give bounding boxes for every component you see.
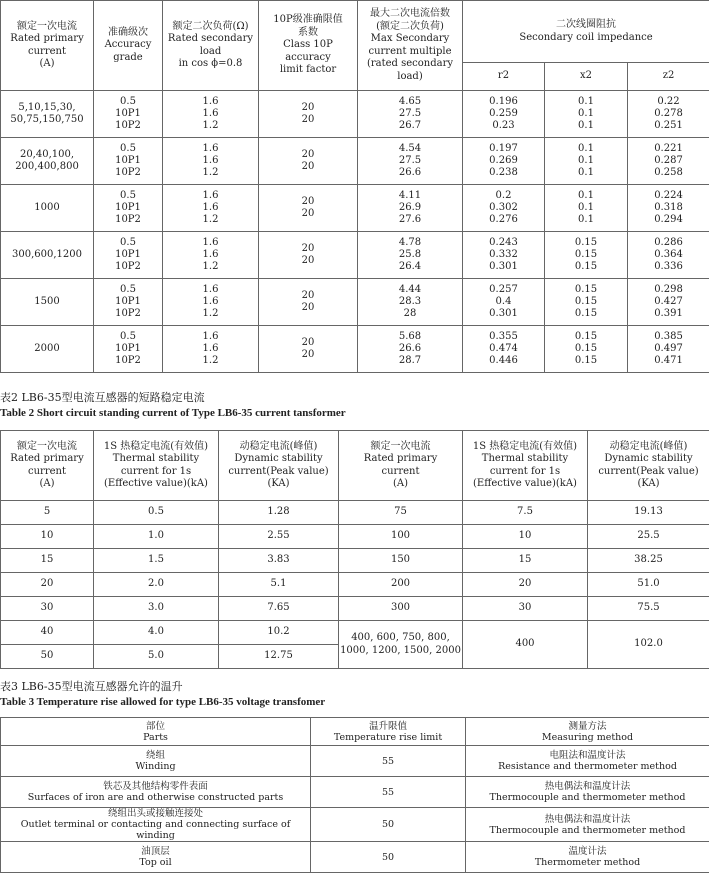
- cell-load: 1.6 1.6 1.2: [163, 326, 259, 373]
- cell-c: 3.83: [219, 549, 339, 573]
- cell-load: 1.6 1.6 1.2: [163, 232, 259, 279]
- cell-multiple: 4.54 27.5 26.6: [358, 138, 463, 185]
- cell-part: 绕组 Winding: [1, 746, 311, 777]
- table-row: [1, 326, 709, 373]
- cell-limit: 50: [311, 842, 466, 873]
- header-thermal-2: 1S 热稳定电流(有效值) Thermal stability current for 1s (Effective value)(kA): [463, 431, 588, 501]
- table-row: [1, 746, 709, 777]
- cell-z2: 0.224 0.318 0.294: [628, 185, 709, 232]
- cell-c: 1.28: [219, 501, 339, 525]
- cell-factor: 20 20: [259, 138, 358, 185]
- cell-r2: 0.257 0.4 0.301: [463, 279, 545, 326]
- cell-b: 1.0: [94, 525, 219, 549]
- cell-multiple: 4.78 25.8 26.4: [358, 232, 463, 279]
- cell-current: 2000: [1, 326, 94, 373]
- cell-d: 200: [339, 573, 463, 597]
- cell-limit: 55: [311, 746, 466, 777]
- cell-a: 20: [1, 573, 94, 597]
- cell-multiple: 4.44 28.3 28: [358, 279, 463, 326]
- table-row: [1, 621, 709, 645]
- cell-x2: 0.15 0.15 0.15: [545, 232, 628, 279]
- cell-r2: 0.243 0.332 0.301: [463, 232, 545, 279]
- header-measuring-method: 测量方法 Measuring method: [466, 718, 709, 746]
- cell-b: 5.0: [94, 645, 219, 669]
- header-accuracy-grade: 准确级次 Accuracy grade: [94, 1, 163, 91]
- table3-caption-en: Table 3 Temperature rise allowed for type LB6-35 voltage transfomer: [0, 695, 325, 709]
- cell-multiple: 4.65 27.5 26.7: [358, 91, 463, 138]
- cell-c: 12.75: [219, 645, 339, 669]
- cell-e: 15: [463, 549, 588, 573]
- cell-b: 1.5: [94, 549, 219, 573]
- cell-current: 5,10,15,30, 50,75,150,750: [1, 91, 94, 138]
- cell-a: 50: [1, 645, 94, 669]
- cell-f: 25.5: [588, 525, 709, 549]
- table-row: [1, 573, 709, 597]
- cell-current: 300,600,1200: [1, 232, 94, 279]
- header-rated-primary-1: 额定一次电流 Rated primary current (A): [1, 431, 94, 501]
- header-dynamic-2: 动稳定电流(峰值) Dynamic stability current(Peak value) (KA): [588, 431, 709, 501]
- cell-r2: 0.196 0.259 0.23: [463, 91, 545, 138]
- cell-z2: 0.22 0.278 0.251: [628, 91, 709, 138]
- cell-current: 1000: [1, 185, 94, 232]
- cell-merged-e: 400: [463, 621, 588, 669]
- cell-part: 铁芯及其他结构零件表面 Surfaces of iron are and otherwise constructed parts: [1, 777, 311, 808]
- cell-x2: 0.1 0.1 0.1: [545, 138, 628, 185]
- table-row: [1, 185, 709, 232]
- table-row: [1, 597, 709, 621]
- cell-current: 20,40,100, 200,400,800: [1, 138, 94, 185]
- cell-limit: 55: [311, 777, 466, 808]
- cell-e: 7.5: [463, 501, 588, 525]
- cell-a: 5: [1, 501, 94, 525]
- header-limit-factor: 10P级准确限值 系数 Class 10P accuracy limit factor: [259, 1, 358, 91]
- cell-factor: 20 20: [259, 185, 358, 232]
- cell-part: 油顶层 Top oil: [1, 842, 311, 873]
- table-row: [1, 279, 709, 326]
- cell-c: 7.65: [219, 597, 339, 621]
- header-rated-primary: 额定一次电流 Rated primary current (A): [1, 1, 94, 91]
- table3-caption-cn: 表3 LB6-35型电流互感器允许的温升: [0, 680, 183, 694]
- cell-method: 热电偶法和温度计法 Thermocouple and thermometer method: [466, 808, 709, 842]
- cell-x2: 0.15 0.15 0.15: [545, 279, 628, 326]
- cell-f: 19.13: [588, 501, 709, 525]
- cell-limit: 50: [311, 808, 466, 842]
- header-thermal-1: 1S 热稳定电流(有效值) Thermal stability current for 1s (Effective value)(kA): [94, 431, 219, 501]
- table-row: [1, 549, 709, 573]
- cell-part: 绕组出头或接触连接处 Outlet terminal or contacting and connecting surface of winding: [1, 808, 311, 842]
- cell-factor: 20 20: [259, 232, 358, 279]
- header-coil-impedance: 二次线圈阻抗 Secondary coil impedance: [463, 1, 709, 63]
- table-row: [1, 842, 709, 873]
- table-row: [1, 501, 709, 525]
- cell-method: 电阻法和温度计法 Resistance and thermometer method: [466, 746, 709, 777]
- header-dynamic-1: 动稳定电流(峰值) Dynamic stability current(Peak value) (KA): [219, 431, 339, 501]
- cell-method: 热电偶法和温度计法 Thermocouple and thermometer method: [466, 777, 709, 808]
- cell-multiple: 4.11 26.9 27.6: [358, 185, 463, 232]
- cell-merged-d: 400, 600, 750, 800, 1000, 1200, 1500, 2000: [339, 621, 463, 669]
- cell-z2: 0.298 0.427 0.391: [628, 279, 709, 326]
- cell-z2: 0.221 0.287 0.258: [628, 138, 709, 185]
- temperature-rise-table: [0, 717, 709, 873]
- cell-load: 1.6 1.6 1.2: [163, 279, 259, 326]
- cell-c: 10.2: [219, 621, 339, 645]
- cell-e: 10: [463, 525, 588, 549]
- table2-caption-en: Table 2 Short circuit standing current of Type LB6-35 current tansformer: [0, 406, 346, 420]
- header-parts: 部位 Parts: [1, 718, 311, 746]
- cell-x2: 0.1 0.1 0.1: [545, 91, 628, 138]
- short-circuit-current-table: [0, 430, 709, 669]
- cell-z2: 0.385 0.497 0.471: [628, 326, 709, 373]
- cell-factor: 20 20: [259, 279, 358, 326]
- cell-factor: 20 20: [259, 91, 358, 138]
- cell-grade: 0.5 10P1 10P2: [94, 279, 163, 326]
- header-x2: x2: [545, 63, 628, 91]
- header-rated-load: 额定二次负荷(Ω) Rated secondary load in cos ϕ=0.8: [163, 1, 259, 91]
- table-row: [1, 777, 709, 808]
- cell-b: 4.0: [94, 621, 219, 645]
- cell-d: 75: [339, 501, 463, 525]
- cell-grade: 0.5 10P1 10P2: [94, 91, 163, 138]
- header-z2: z2: [628, 63, 709, 91]
- cell-load: 1.6 1.6 1.2: [163, 138, 259, 185]
- secondary-impedance-table: [0, 0, 709, 373]
- table2-caption-cn: 表2 LB6-35型电流互感器的短路稳定电流: [0, 391, 205, 405]
- cell-r2: 0.355 0.474 0.446: [463, 326, 545, 373]
- cell-e: 30: [463, 597, 588, 621]
- cell-r2: 0.197 0.269 0.238: [463, 138, 545, 185]
- cell-a: 10: [1, 525, 94, 549]
- cell-factor: 20 20: [259, 326, 358, 373]
- cell-method: 温度计法 Thermometer method: [466, 842, 709, 873]
- table-row: [1, 525, 709, 549]
- cell-r2: 0.2 0.302 0.276: [463, 185, 545, 232]
- cell-d: 150: [339, 549, 463, 573]
- cell-z2: 0.286 0.364 0.336: [628, 232, 709, 279]
- cell-a: 15: [1, 549, 94, 573]
- cell-load: 1.6 1.6 1.2: [163, 185, 259, 232]
- header-rated-primary-2: 额定一次电流 Rated primary current (A): [339, 431, 463, 501]
- header-r2: r2: [463, 63, 545, 91]
- cell-b: 0.5: [94, 501, 219, 525]
- cell-a: 40: [1, 621, 94, 645]
- table-row: [1, 138, 709, 185]
- cell-grade: 0.5 10P1 10P2: [94, 232, 163, 279]
- cell-multiple: 5.68 26.6 28.7: [358, 326, 463, 373]
- cell-merged-f: 102.0: [588, 621, 709, 669]
- cell-d: 300: [339, 597, 463, 621]
- table-row: [1, 808, 709, 842]
- cell-a: 30: [1, 597, 94, 621]
- header-temp-limit: 温升限值 Temperature rise limit: [311, 718, 466, 746]
- cell-f: 75.5: [588, 597, 709, 621]
- header-max-multiple: 最大二次电流倍数 (额定二次负荷) Max Secondary current multiple (rated secondary load): [358, 1, 463, 91]
- cell-x2: 0.1 0.1 0.1: [545, 185, 628, 232]
- table-row: [1, 91, 709, 138]
- table-row: [1, 232, 709, 279]
- cell-d: 100: [339, 525, 463, 549]
- cell-load: 1.6 1.6 1.2: [163, 91, 259, 138]
- cell-grade: 0.5 10P1 10P2: [94, 185, 163, 232]
- cell-f: 51.0: [588, 573, 709, 597]
- cell-b: 3.0: [94, 597, 219, 621]
- cell-grade: 0.5 10P1 10P2: [94, 138, 163, 185]
- cell-current: 1500: [1, 279, 94, 326]
- cell-e: 20: [463, 573, 588, 597]
- cell-f: 38.25: [588, 549, 709, 573]
- cell-grade: 0.5 10P1 10P2: [94, 326, 163, 373]
- cell-c: 5.1: [219, 573, 339, 597]
- cell-x2: 0.15 0.15 0.15: [545, 326, 628, 373]
- cell-c: 2.55: [219, 525, 339, 549]
- cell-b: 2.0: [94, 573, 219, 597]
